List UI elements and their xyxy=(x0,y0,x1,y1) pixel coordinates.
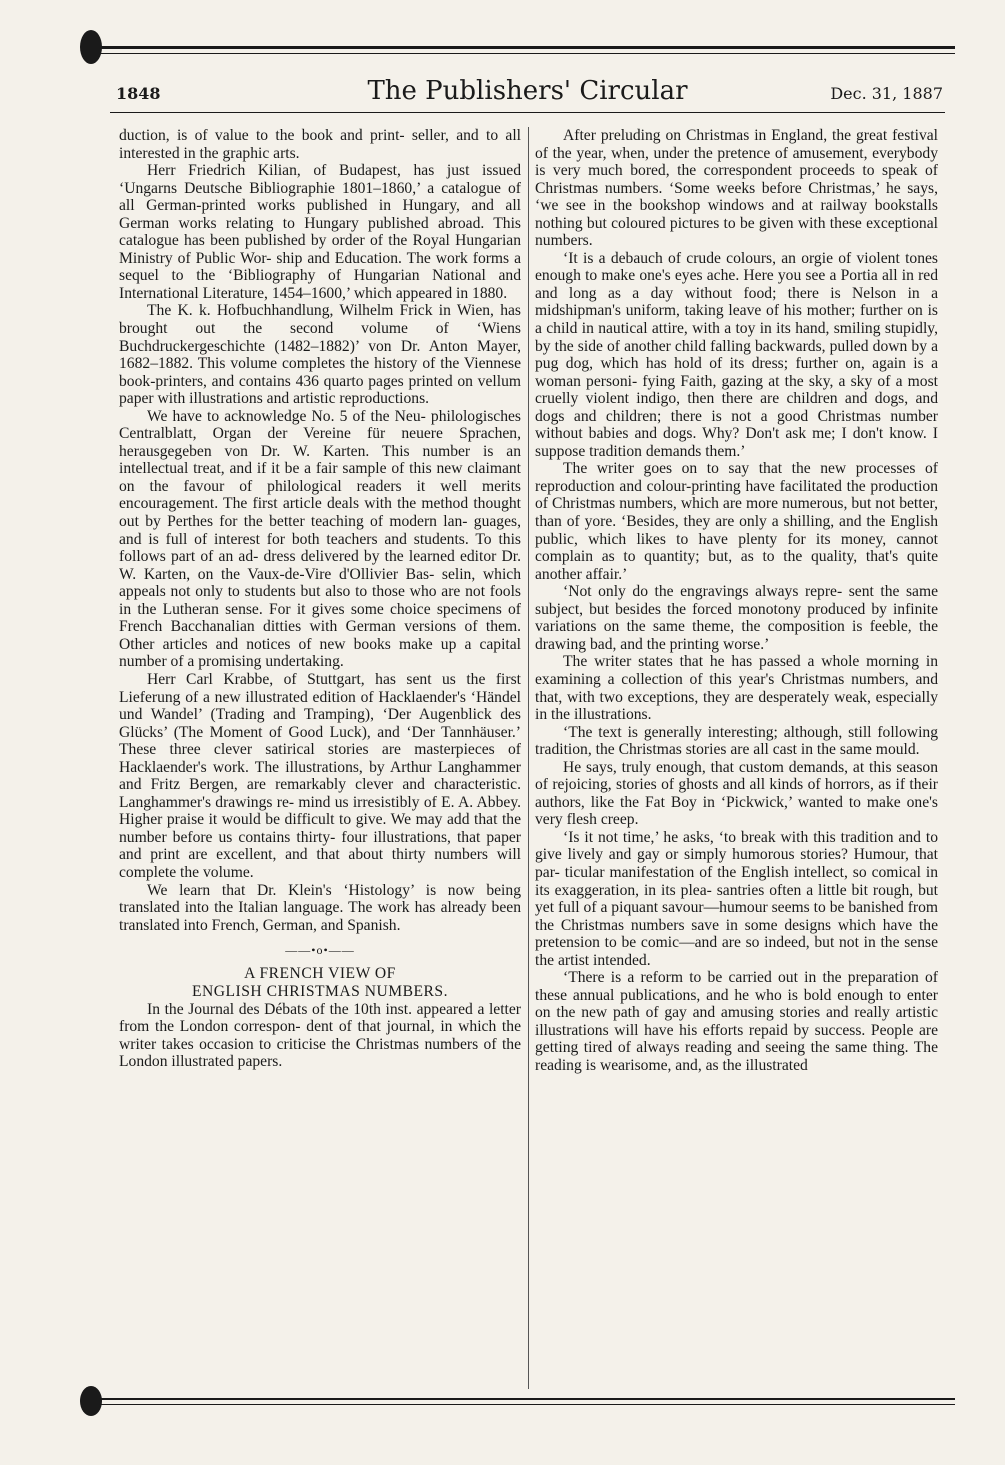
paragraph: The writer states that he has passed a whole morning in examining a collection of this year's Christmas numbers, and that, with two exceptions, they are desperately weak, especially in the illustrations. xyxy=(535,653,938,724)
page-number: 1848 xyxy=(116,84,161,103)
left-column xyxy=(119,127,521,1392)
paragraph: ‘Not only do the engravings always repre- sent the same subject, but besides the forced monotony produced by infinite variations on the same theme, the composition is feeble, the drawing bad, and the printing worse.’ xyxy=(535,583,938,653)
paragraph: Herr Carl Krabbe, of Stuttgart, has sent us the first Lieferung of a new illustrated edition of Hacklaender's ‘Händel und Wandel’ (Trading and Tramping), ‘Der Augenblick des Glücks’ (The Moment of Good Luck), and ‘Der Tannhäuser.’ These three clever satirical stories are masterpieces of Hacklaender's work. The illustrations, by Arthur Langhammer and Fritz Bergen, are remarkably clever and characteristic. Langhammer's drawings re- mind us irresistibly of E. A. Abbey. Higher praise it would be difficult to give. We may add that the number before us contains thirty- four illustrations, that paper and print are excellent, and that about thirty numbers will complete the volume. xyxy=(119,670,521,881)
top-rule xyxy=(88,46,955,49)
paragraph: The K. k. Hofbuchhandlung, Wilhelm Frick in Wien, has brought out the second volume of ‘Wiens Buchdruckergeschichte (1482–1882)’ von Dr. Anton Mayer, 1682–1882. This volume completes the history of the Viennese book-printers, and contains 436 quarto pages printed on vellum paper with illustrations and artistic reproductions. xyxy=(119,302,521,408)
paragraph: duction, is of value to the book and print- seller, and to all interested in the graphic arts. xyxy=(119,127,521,162)
bottom-rule xyxy=(88,1398,955,1400)
bottom-rule-thin xyxy=(88,1404,955,1405)
running-header xyxy=(112,74,943,108)
paragraph: ‘Is it not time,’ he asks, ‘to break with this tradition and to give lively and gay or simply humorous stories? Humour, that par- ticular manifestation of the English intellect, so comical in its exaggeration, in its plea- santries often a little bit rough, but yet full of a piquant savour—humour seems to be banished from the Christmas numbers save in some designs which have the pretension to be comic—and are so indeed, but not in the sense the artist intended. xyxy=(535,828,938,969)
paragraph: ‘There is a reform to be carried out in the preparation of these annual publications, and he who is bold enough to enter on the new path of gay and amusing stories and really artistic illustrations will have his efforts repaid by success. People are getting tired of always reading and seeing the same thing. The reading is wearisome, and, as the illustrated xyxy=(535,969,938,1074)
article-heading-line1: A FRENCH VIEW OF xyxy=(244,964,396,982)
paragraph: Herr Friedrich Kilian, of Budapest, has just issued ‘Ungarns Deutsche Bibliographie 1801–1860,’ a catalogue of all German-printed works published in Hungary, and all German works relating to Hungary published abroad. This catalogue has been published by order of the Royal Hungarian Ministry of Public Wor- ship and Education. The work forms a sequel to the ‘Bibliography of Hungarian National and International Literature, 1454–1600,’ which appeared in 1880. xyxy=(119,162,521,302)
paragraph: ‘It is a debauch of crude colours, an orgie of violent tones enough to make one's eyes ache. Here you see a Portia all in red and long as a day without food; there is Nelson in a midshipman's uniform, taking leave of his mother; further on is a child in nautical attire, with a toy in its hand, smiling stupidly, by the side of another child falling backwards, pulled down by a pug dog, which has hold of its dress; further on, again is a woman personi- fying Faith, gazing at the sky, a sky of a most cruelly violent indigo, then there are children and dogs, and dogs and children; there is not a good Christmas number without babies and dogs. Why? Don't ask me; I don't know. I suppose tradition demands them.’ xyxy=(535,249,938,460)
issue-date: Dec. 31, 1887 xyxy=(830,84,943,103)
article-paragraph: In the Journal des Débats of the 10th inst. appeared a letter from the London correspon- dent of that journal, in which the writer takes occasion to criticise the Christmas numbers of the London illustrated papers. xyxy=(119,1000,521,1071)
binding-mark-bottom xyxy=(80,1386,102,1416)
section-ornament: ——•o•—— xyxy=(285,943,355,958)
paragraph: We have to acknowledge No. 5 of the Neu- philologisches Centralblatt, Organ der Vereine für neuere Sprachen, herausgegeben von Dr. W. Karten. This number is an intellectual treat, and if it be a fair sample of this new claimant on the favour of philological readers it well merits encouragement. The first article deals with the method thought out by Perthes for the better teaching of modern lan- guages, and is full of interest for both teachers and students. To this follows part of an ad- dress delivered by the learned editor Dr. W. Karten, on the Vaux-de-Vire d'Ollivier Bas- selin, which appeals not only to students but also to those who are not fools in the Lutheran sense. For it gives some choice specimens of French Bacchanalian ditties with German versions of them. Other articles and notices of new books make up a capital number of a promising undertaking. xyxy=(119,407,521,671)
publication-title: The Publishers' Circular xyxy=(367,76,688,106)
paragraph: After preluding on Christmas in England, the great festival of the year, when, under the pretence of amusement, everybody is very much bored, the correspondent proceeds to speak of Christmas numbers. ‘Some weeks before Christmas,’ he says, ‘we see in the bookshop windows and at railway bookstalls nothing but coloured pictures to be given with these exceptional numbers. xyxy=(535,127,938,250)
paragraph: We learn that Dr. Klein's ‘Histology’ is now being translated into the Italian language. The work has already been translated into French, German, and Spanish. xyxy=(119,881,521,934)
right-column xyxy=(535,127,938,1392)
paragraph: He says, truly enough, that custom demands, at this season of rejoicing, stories of ghosts and all kinds of horrors, as if their authors, like the Fat Boy in ‘Pickwick,’ wanted to make one's very flesh creep. xyxy=(535,758,938,829)
header-rule xyxy=(110,112,945,113)
column-divider xyxy=(528,127,529,1389)
paragraph: ‘The text is generally interesting; although, still following tradition, the Christmas stories are all cast in the same mould. xyxy=(535,723,938,759)
top-rule-thin xyxy=(88,53,955,54)
article-heading-line2: ENGLISH CHRISTMAS NUMBERS. xyxy=(191,982,449,1000)
paragraph: The writer goes on to say that the new processes of reproduction and colour-printing have facilitated the production of Christmas numbers, which are more numerous, but not better, than of yore. ‘Besides, they are only a shilling, and the English public, which likes to have plenty for its money, cannot complain as to quantity; but, as to the quality, that's quite another affair.’ xyxy=(535,460,938,583)
